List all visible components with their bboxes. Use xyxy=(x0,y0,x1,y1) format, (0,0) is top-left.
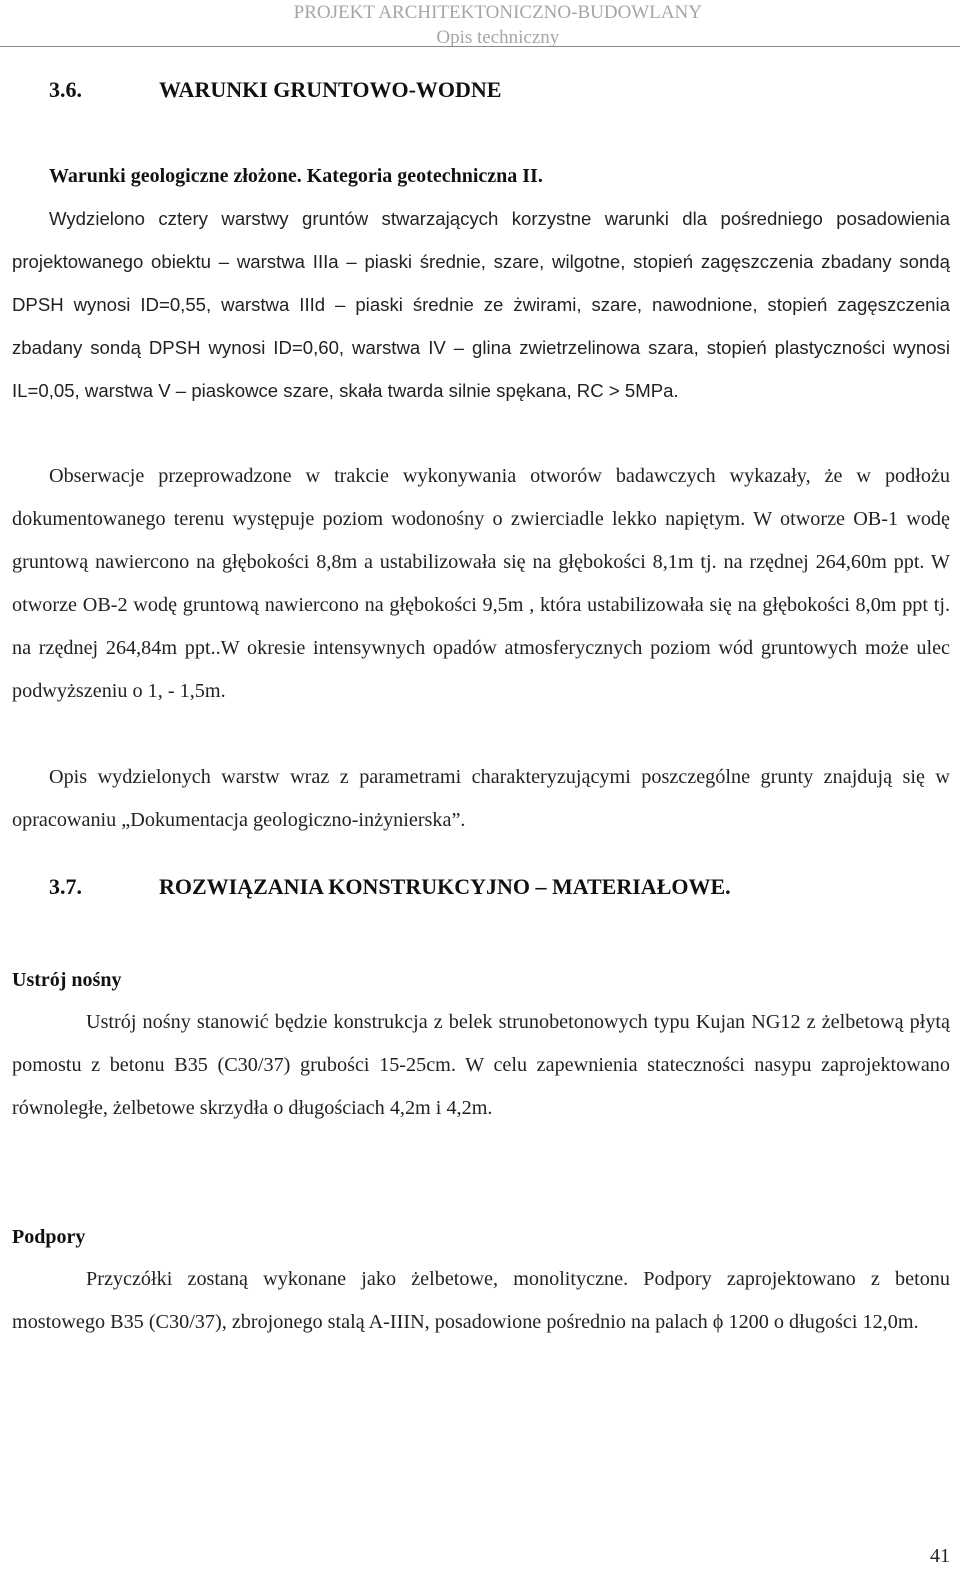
section-heading-3-7 xyxy=(49,874,731,900)
section-heading-3-6 xyxy=(49,77,501,103)
podpory-paragraph: Przyczółki zostaną wykonane jako żelbetowe, monolityczne. Podpory zaprojektowano z betonu mostowego B35 (C30/37), zbrojonego stalą A-IIIN, posadowione pośrednio na palach ϕ 1200 o długości 12,0m. xyxy=(12,1268,950,1333)
section-title: WARUNKI GRUNTOWO-WODNE xyxy=(159,77,502,102)
reference-paragraph: Opis wydzielonych warstw wraz z parametrami charakteryzującymi poszczególne grunty znajdują się w opracowaniu „Dokumentacja geologiczno-inżynierska”. xyxy=(12,766,950,831)
page-header xyxy=(294,0,702,50)
page-number: 41 xyxy=(930,1545,950,1567)
subheading-podpory: Podpory xyxy=(12,1226,86,1248)
header-project-title: PROJEKT ARCHITEKTONICZNO-BUDOWLANY xyxy=(293,2,702,23)
ustroj-nosny-paragraph: Ustrój nośny stanowić będzie konstrukcja z belek strunobetonowych typu Kujan NG12 z żelbetową płytą pomostu z betonu B35 (C30/37) grubości 15-25cm. W celu zapewnienia stateczności nasypu zaprojektowano równoległe, żelbetowe skrzydła o długościach 4,2m i 4,2m. xyxy=(12,1011,950,1119)
subheading-ustroj-nosny: Ustrój nośny xyxy=(12,969,122,991)
header-divider xyxy=(0,46,960,47)
section-title: ROZWIĄZANIA KONSTRUKCYJNO – MATERIAŁOWE. xyxy=(159,874,731,899)
header-document-subtitle: Opis techniczny xyxy=(436,27,560,48)
geology-conditions-line: Warunki geologiczne złożone. Kategoria geotechniczna II. xyxy=(49,165,543,187)
groundwater-paragraph: Obserwacje przeprowadzone w trakcie wykonywania otworów badawczych wykazały, że w podłożu dokumentowanego terenu występuje poziom wodonośny o zwierciadle lekko napiętym. W otworze OB-1 wodę gruntową nawiercono na głębokości 8,8m a ustabilizowała się na głębokości 8,1m tj. na rzędnej 264,60m ppt. W otworze OB-2 wodę gruntową nawiercono na głębokości 9,5m , która ustabilizowała się na głębokości 8,0m ppt tj. na rzędnej 264,84m ppt..W okresie intensywnych opadów atmosferycznych poziom wód gruntowych może ulec podwyższeniu o 1, - 1,5m. xyxy=(12,465,950,702)
section-number: 3.6. xyxy=(49,77,82,102)
soil-layers-paragraph: Wydzielono cztery warstwy gruntów stwarzających korzystne warunki dla pośredniego posadowienia projektowanego obiektu – warstwa IIIa – piaski średnie, szare, wilgotne, stopień zagęszczenia zbadany sondą DPSH wynosi ID=0,55, warstwa IIId – piaski średnie ze żwirami, szare, nawodnione, stopień zagęszczenia zbadany sondą DPSH wynosi ID=0,60, warstwa IV – glina zwietrzelinowa szara, stopień plastyczności wynosi IL=0,05, warstwa V – piaskowce szare, skała twarda silnie spękana, RC > 5MPa. xyxy=(12,208,950,401)
section-number: 3.7. xyxy=(49,874,82,899)
